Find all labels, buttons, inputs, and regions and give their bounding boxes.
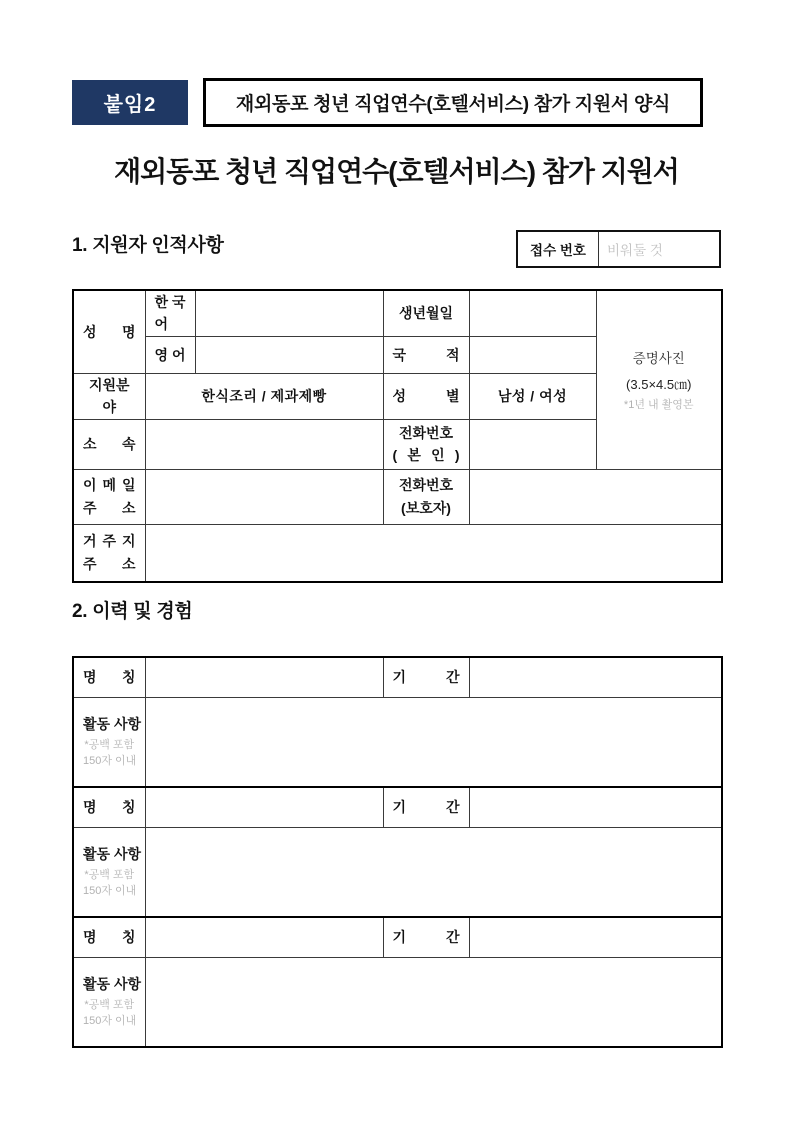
- gender-label-cell: [383, 373, 469, 419]
- receipt-number-label: 접수 번호: [518, 232, 599, 266]
- entry-2-name-input[interactable]: [145, 787, 383, 827]
- phone-guardian-label-line1: 전화번호: [398, 477, 454, 494]
- entry-3-activity-input[interactable]: [145, 957, 722, 1047]
- apply-field-label: 지원분야: [88, 376, 130, 416]
- activity-note-line2: 150자 이내: [83, 885, 137, 898]
- experience-entry-3-header-row: [73, 917, 722, 957]
- form-title-box: 재외동포 청년 직업연수(호텔서비스) 참가 지원서 양식: [203, 78, 703, 127]
- korean-name-label: 한 국 어: [154, 294, 186, 333]
- receipt-number-input[interactable]: 비워둘 것: [607, 243, 663, 258]
- english-name-label-cell: [145, 336, 195, 373]
- nationality-input[interactable]: [469, 336, 596, 373]
- english-name-input[interactable]: [195, 336, 383, 373]
- address-label-line2: 주 소: [83, 555, 136, 572]
- birthdate-input[interactable]: [469, 290, 596, 336]
- nationality-label: 국 적: [392, 346, 460, 363]
- activity-note-line1: *공백 포함: [84, 868, 135, 881]
- address-label-line1: 거 주 지: [83, 533, 136, 550]
- korean-name-input[interactable]: [195, 290, 383, 336]
- photo-box: [596, 290, 722, 469]
- experience-entry-1-header-row: [73, 657, 722, 697]
- activity-note-line2: 150자 이내: [83, 1015, 137, 1028]
- phone-self-input[interactable]: [469, 419, 596, 469]
- header: [72, 78, 703, 127]
- experience-entry-2-activity-row: [73, 827, 722, 917]
- entry-3-name-input[interactable]: [145, 917, 383, 957]
- entry-period-label: 기 간: [392, 669, 460, 686]
- entry-period-label: 기 간: [392, 929, 460, 946]
- activity-label-cell: [73, 827, 145, 917]
- apply-field-options: 한식조리 / 제과제빵: [145, 373, 383, 419]
- phone-guardian-label-line2: (보호자): [401, 499, 451, 516]
- phone-self-label-line2: ( 본 인 ): [392, 447, 460, 464]
- phone-guardian-input[interactable]: [469, 469, 722, 524]
- activity-note-line1: *공백 포함: [84, 738, 135, 751]
- section1-heading: 1. 지원자 인적사항: [72, 235, 224, 256]
- activity-note-line1: *공백 포함: [84, 998, 135, 1011]
- nationality-label-cell: [383, 336, 469, 373]
- name-label: 성 명: [83, 323, 136, 340]
- phone-self-label-line1: 전화번호: [398, 424, 454, 441]
- activity-label: 활동 사항: [83, 975, 141, 992]
- gender-label: 성 별: [392, 387, 460, 404]
- gender-options: 남성 / 여성: [469, 373, 596, 419]
- email-input[interactable]: [145, 469, 383, 524]
- entry-1-period-input[interactable]: [469, 657, 722, 697]
- experience-entry-1-activity-row: [73, 697, 722, 787]
- english-name-label: 영 어: [154, 346, 186, 363]
- phone-guardian-label-cell: [383, 469, 469, 524]
- activity-label: 활동 사항: [83, 845, 141, 862]
- entry-2-activity-input[interactable]: [145, 827, 722, 917]
- applicant-info-table: [72, 289, 723, 583]
- address-label-cell: [73, 524, 145, 582]
- birthdate-label: 생년월일: [398, 305, 454, 322]
- address-input[interactable]: [145, 524, 722, 582]
- activity-label-cell: [73, 957, 145, 1047]
- experience-entry-3-activity-row: [73, 957, 722, 1047]
- attachment-badge: 붙임2: [72, 80, 188, 125]
- page-title: 재외동포 청년 직업연수(호텔서비스) 참가 지원서: [114, 156, 679, 187]
- entry-name-label: 명 칭: [83, 669, 136, 686]
- experience-entry-2-header-row: [73, 787, 722, 827]
- email-label-cell: [73, 469, 145, 524]
- affiliation-label-cell: [73, 419, 145, 469]
- entry-name-label: 명 칭: [83, 799, 136, 816]
- photo-label: 증명사진: [632, 351, 685, 367]
- activity-note-line2: 150자 이내: [83, 755, 137, 768]
- activity-label-cell: [73, 697, 145, 787]
- section2-heading: 2. 이력 및 경험: [72, 601, 193, 622]
- entry-1-activity-input[interactable]: [145, 697, 722, 787]
- birthdate-label-cell: [383, 290, 469, 336]
- phone-self-label-cell: [383, 419, 469, 469]
- name-label-cell: [73, 290, 145, 373]
- email-label-line1: 이 메 일: [83, 477, 136, 494]
- photo-size-note: (3.5×4.5㎝): [626, 377, 692, 393]
- affiliation-input[interactable]: [145, 419, 383, 469]
- entry-3-period-input[interactable]: [469, 917, 722, 957]
- affiliation-label: 소 속: [83, 435, 136, 452]
- korean-name-label-cell: [145, 290, 195, 336]
- entry-name-label: 명 칭: [83, 929, 136, 946]
- receipt-number-box: [516, 230, 721, 268]
- entry-2-period-input[interactable]: [469, 787, 722, 827]
- experience-table: [72, 656, 723, 1048]
- apply-field-label-cell: [73, 373, 145, 419]
- entry-1-name-input[interactable]: [145, 657, 383, 697]
- activity-label: 활동 사항: [83, 715, 141, 732]
- entry-period-label: 기 간: [392, 799, 460, 816]
- email-label-line2: 주 소: [83, 499, 136, 516]
- photo-recency-note: *1년 내 촬영본: [623, 399, 694, 412]
